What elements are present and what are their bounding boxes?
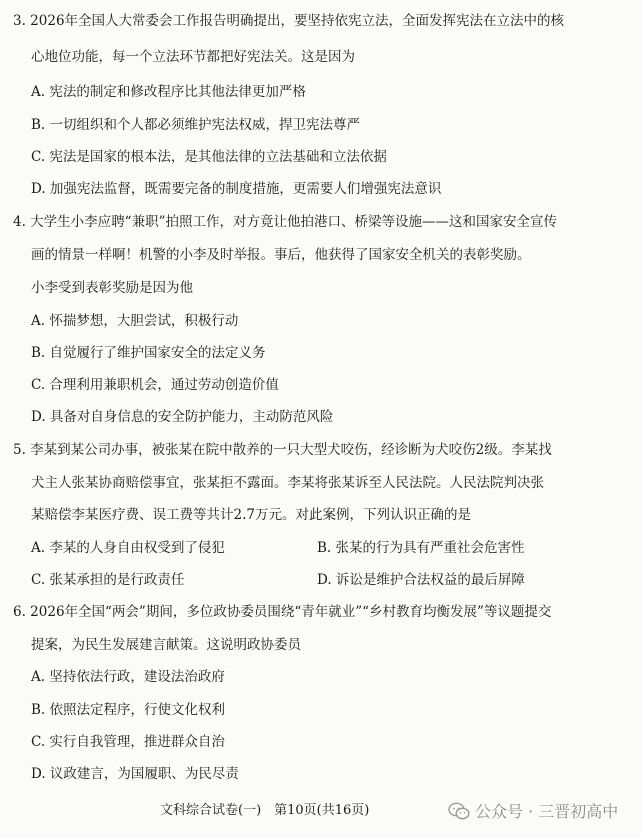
question-5-stem-line-3: 某赔偿李某医疗费、误工费等共计2.7万元。对此案例，下列认识正确的是 <box>31 507 471 523</box>
question-4-option-d: D. 具备对自身信息的安全防护能力，主动防范风险 <box>31 409 334 425</box>
question-6-option-a: A. 坚持依法行政，建设法治政府 <box>31 669 225 685</box>
question-3-stem-line-2: 心地位功能，每一个立法环节都把好宪法关。这是因为 <box>31 49 355 65</box>
question-6-option-b: B. 依照法定程序，行使文化权利 <box>31 702 226 718</box>
question-4-option-b: B. 自觉履行了维护国家安全的法定义务 <box>31 345 266 361</box>
question-6-option-c: C. 实行自我管理，推进群众自治 <box>31 734 225 750</box>
question-5-stem-line-2: 犬主人张某协商赔偿事宜，张某拒不露面。李某将张某诉至人民法院。人民法院判决张 <box>31 475 544 491</box>
question-5-stem-line-1: 5. 李某到某公司办事，被张某在院中散养的一只大型犬咬伤，经诊断为犬咬伤2级。李某找 <box>13 442 552 458</box>
watermark <box>448 799 618 822</box>
question-3-option-a: A. 宪法的制定和修改程序比其他法律更加严格 <box>31 84 306 100</box>
question-5-option-c: C. 张某承担的是行政责任 <box>31 572 185 588</box>
question-4-stem-line-1: 4. 大学生小李应聘“兼职”拍照工作，对方竟让他拍港口、桥梁等设施——这和国家安全宣传 <box>13 214 557 230</box>
watermark-text: 公众号 · 三晋初高中 <box>475 802 619 821</box>
question-6-option-d: D. 议政建言，为国履职、为民尽责 <box>31 766 239 782</box>
page-footer: 文科综合试卷(一) 第10页(共16页) <box>160 803 370 818</box>
question-4-stem-line-2: 画的情景一样啊！机警的小李及时举报。事后，他获得了国家安全机关的表彰奖励。 <box>31 247 531 263</box>
question-5-option-a: A. 李某的人身自由权受到了侵犯 <box>31 540 225 556</box>
question-3-option-c: C. 宪法是国家的根本法，是其他法律的立法基础和立法依据 <box>31 149 387 165</box>
question-5-option-b: B. 张某的行为具有严重社会危害性 <box>317 540 525 556</box>
question-6-stem-line-1: 6. 2026年全国“两会”期间，多位政协委员围绕“青年就业”“乡村教育均衡发展”等议题提交 <box>13 604 552 620</box>
question-3-option-d: D. 加强宪法监督，既需要完备的制度措施，更需要人们增强宪法意识 <box>31 181 442 197</box>
wechat-icon <box>448 802 470 820</box>
question-3-stem-line-1: 3. 2026年全国人大常委会工作报告明确提出，要坚持依宪立法，全面发挥宪法在立法中的核 <box>13 13 565 29</box>
question-3-option-b: B. 一切组织和个人都必须维护宪法权威，捍卫宪法尊严 <box>31 117 361 133</box>
question-6-stem-line-2: 提案，为民生发展建言献策。这说明政协委员 <box>31 637 301 653</box>
question-4-stem-line-3: 小李受到表彰奖励是因为他 <box>31 280 193 296</box>
question-4-option-a: A. 怀揣梦想，大胆尝试，积极行动 <box>31 313 239 329</box>
question-4-option-c: C. 合理利用兼职机会，通过劳动创造价值 <box>31 377 279 393</box>
question-5-option-d: D. 诉讼是维护合法权益的最后屏障 <box>317 572 525 588</box>
